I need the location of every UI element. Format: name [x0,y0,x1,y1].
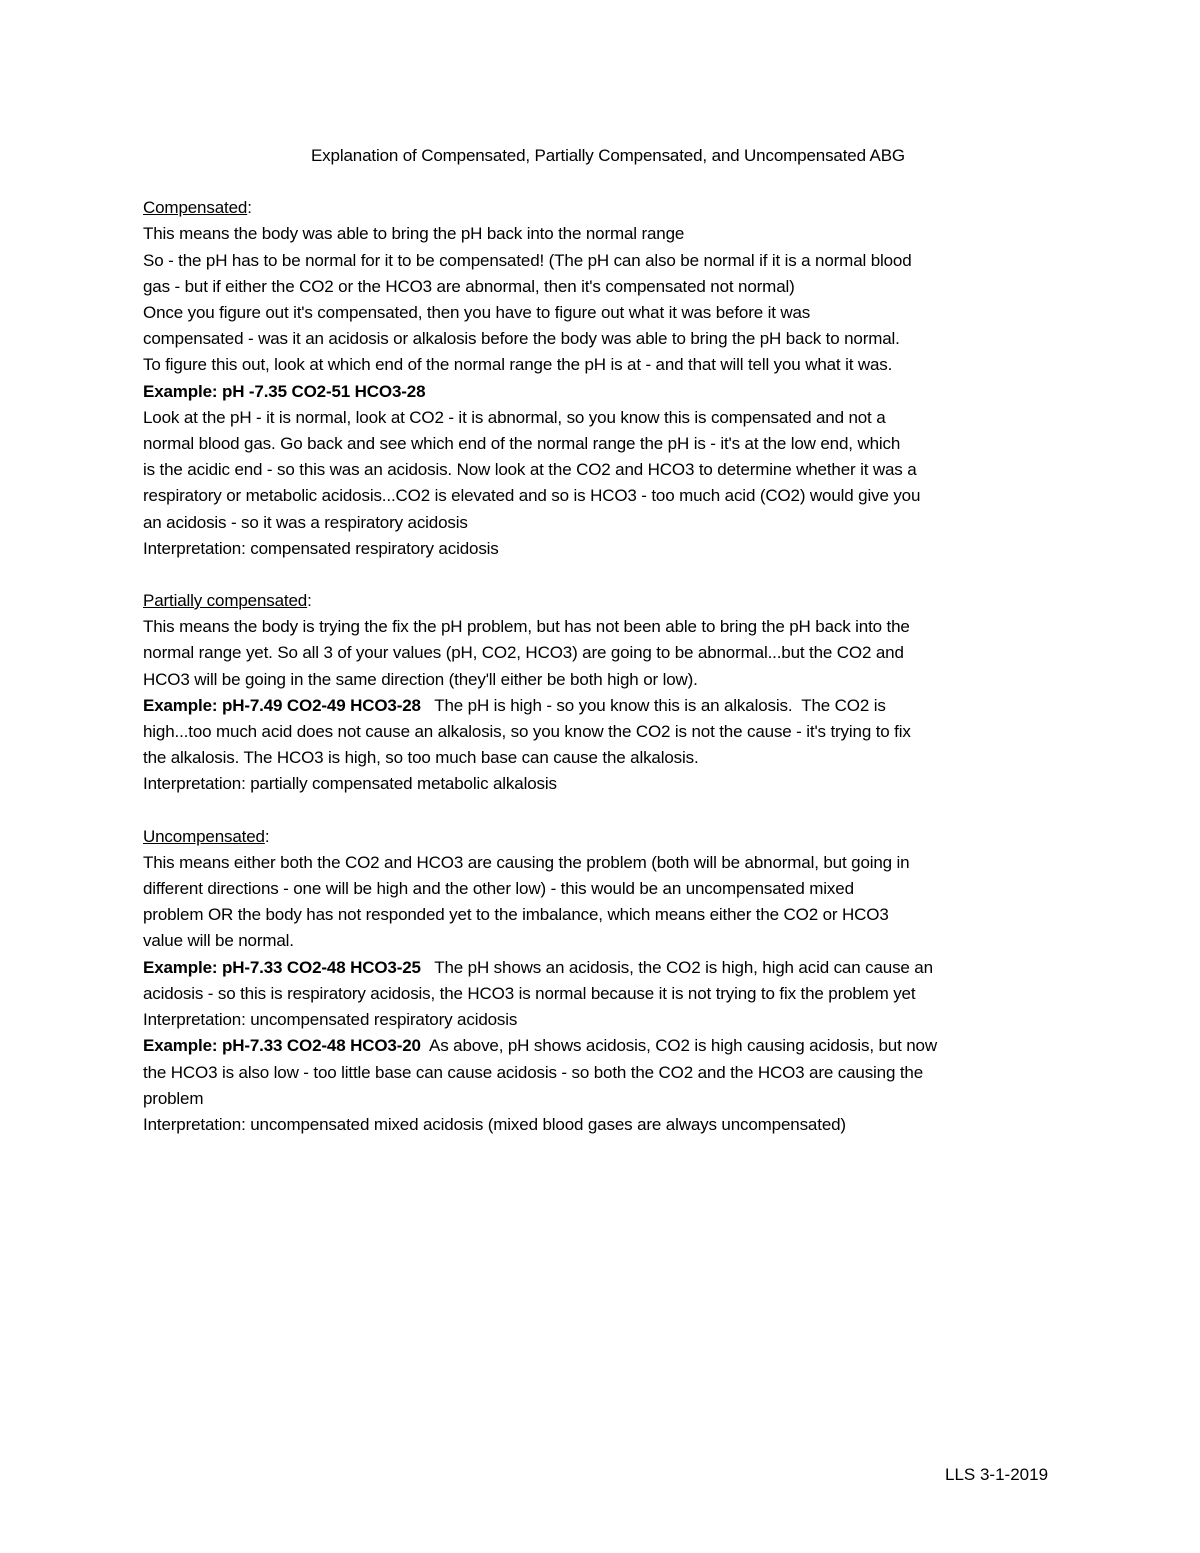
heading-colon: : [264,826,270,846]
section-heading: Compensated [143,198,248,218]
section-gap [143,798,1073,824]
example-tail: The pH is high - so you know this is an alkalosis. The CO2 is [420,695,886,715]
example-tail: The pH shows an acidosis, the CO2 is high, high acid can cause an [420,957,933,977]
section-heading: Partially compensated [143,591,308,611]
paragraph-line: is the acidic end - so this was an acidosis. Now look at the CO2 and HCO3 to determine whether it was a [143,460,917,480]
paragraph-line: To figure this out, look at which end of the normal range the pH is at - and that will tell you what it was. [143,355,893,375]
example-tail: As above, pH shows acidosis, CO2 is high causing acidosis, but now [420,1036,937,1056]
paragraph-line: high...too much acid does not cause an alkalosis, so you know the CO2 is not the cause - it's trying to fix [143,722,911,742]
example-label: Example: pH-7.49 CO2-49 HCO3-28 [143,695,421,715]
paragraph-line: problem OR the body has not responded yet to the imbalance, which means either the CO2 or HCO3 [143,905,889,925]
example-label: Example: pH-7.33 CO2-48 HCO3-25 [143,957,421,977]
paragraph-line: different directions - one will be high and the other low) - this would be an uncompensated mixed [143,879,854,899]
section-uncompensated [143,824,1073,1138]
interpretation-line: Interpretation: compensated respiratory acidosis [143,538,499,558]
section-gap [143,562,1073,588]
paragraph-line: an acidosis - so it was a respiratory acidosis [143,512,468,532]
document-title: Explanation of Compensated, Partially Compensated, and Uncompensated ABG [310,146,905,165]
paragraph-line: So - the pH has to be normal for it to be compensated! (The pH can also be normal if it is a normal blood [143,250,912,270]
paragraph-line: This means the body is trying the fix the pH problem, but has not been able to bring the pH back into the [143,617,910,637]
paragraph-line: compensated - was it an acidosis or alkalosis before the body was able to bring the pH back to normal. [143,329,900,349]
paragraph-line: problem [143,1088,204,1108]
section-partially-compensated [143,588,1073,798]
paragraph-line: value will be normal. [143,931,294,951]
paragraph-line: Look at the pH - it is normal, look at CO2 - it is abnormal, so you know this is compensated and not a [143,407,886,427]
paragraph-line: the HCO3 is also low - too little base can cause acidosis - so both the CO2 and the HCO3 are causing the [143,1062,924,1082]
example-label: Example: pH -7.35 CO2-51 HCO3-28 [143,381,426,401]
paragraph-line: HCO3 will be going in the same direction (they'll either be both high or low). [143,669,698,689]
paragraph-line: respiratory or metabolic acidosis...CO2 is elevated and so is HCO3 - too much acid (CO2) would give you [143,486,921,506]
example-label: Example: pH-7.33 CO2-48 HCO3-20 [143,1036,421,1056]
document-footer: LLS 3-1-2019 [945,1465,1049,1484]
paragraph-line: normal range yet. So all 3 of your values (pH, CO2, HCO3) are going to be abnormal...but the CO2 and [143,643,904,663]
paragraph-line: Once you figure out it's compensated, then you have to figure out what it was before it was [143,303,811,323]
document-body [143,143,1073,1138]
interpretation-line: Interpretation: partially compensated metabolic alkalosis [143,774,557,794]
interpretation-line: Interpretation: uncompensated mixed acidosis (mixed blood gases are always uncompensated) [143,1114,846,1134]
interpretation-line: Interpretation: uncompensated respiratory acidosis [143,1010,518,1030]
heading-colon: : [247,198,252,218]
paragraph-line: gas - but if either the CO2 or the HCO3 are abnormal, then it's compensated not normal) [143,276,795,296]
paragraph-line: This means the body was able to bring the pH back into the normal range [143,224,685,244]
paragraph-line: acidosis - so this is respiratory acidosis, the HCO3 is normal because it is not trying to fix the problem yet [143,983,916,1003]
paragraph-line: the alkalosis. The HCO3 is high, so too much base can cause the alkalosis. [143,748,699,768]
section-heading: Uncompensated [143,826,265,846]
paragraph-line: normal blood gas. Go back and see which end of the normal range the pH is - it's at the low end, which [143,434,901,454]
section-compensated [143,195,1073,562]
heading-colon: : [307,591,312,611]
paragraph-line: This means either both the CO2 and HCO3 are causing the problem (both will be abnormal, but going in [143,852,910,872]
